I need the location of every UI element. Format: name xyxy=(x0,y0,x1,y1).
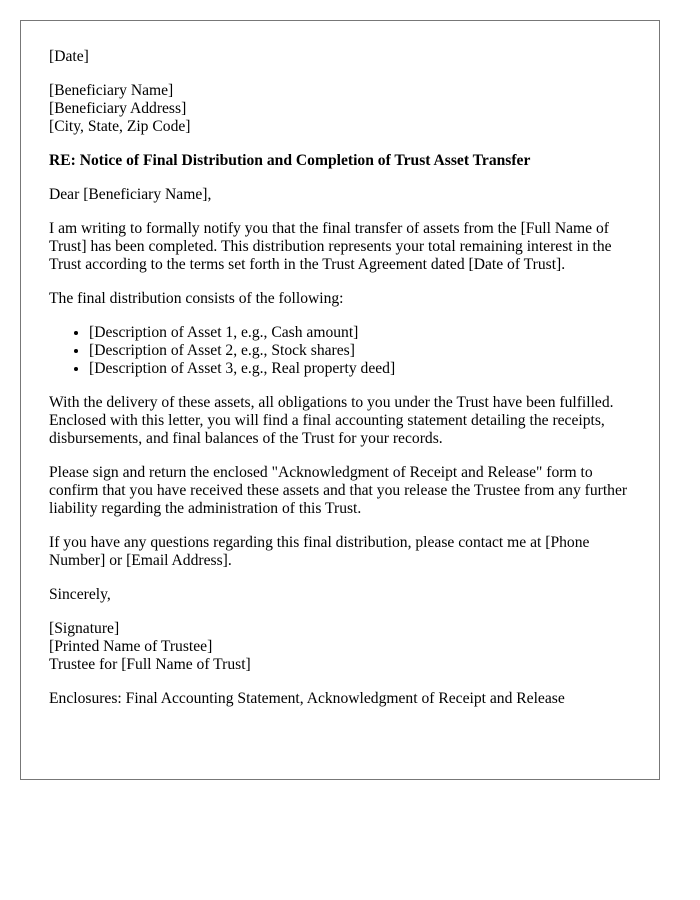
letter-date: [Date] xyxy=(49,48,89,65)
recipient-name: [Beneficiary Name] xyxy=(49,82,174,99)
paragraph-distribution-intro: The final distribution consists of the following: xyxy=(49,290,344,307)
subject-line: RE: Notice of Final Distribution and Completion of Trust Asset Transfer xyxy=(49,152,531,169)
trustee-printed-name: [Printed Name of Trustee] xyxy=(49,638,213,655)
asset-list-item: • [Description of Asset 1, e.g., Cash amount] xyxy=(89,324,631,342)
paragraph-contact: If you have any questions regarding this final distribution, please contact me at [Phone Number] or [Email Address]. xyxy=(49,534,590,569)
salutation: Dear [Beneficiary Name], xyxy=(49,186,212,203)
closing: Sincerely, xyxy=(49,586,111,603)
recipient-block xyxy=(49,82,631,136)
signature-block xyxy=(49,620,631,674)
asset-list-item: • [Description of Asset 2, e.g., Stock shares] xyxy=(89,342,631,360)
paragraph-notification: I am writing to formally notify you that the final transfer of assets from the [Full Name of Trust] has been completed. This distribution represents your total remaining interest in the Trust according to the terms set forth in the Trust Agreement dated [Date of Trust]. xyxy=(49,220,612,273)
recipient-city-state-zip: [City, State, Zip Code] xyxy=(49,118,191,135)
paragraph-obligations: With the delivery of these assets, all obligations to you under the Trust have been fulfilled. Enclosed with this letter, you will find a final accounting statement detailing the receipts, disbursements, and final balances of the Trust for your records. xyxy=(49,394,614,447)
letter-page xyxy=(20,20,660,780)
paragraph-acknowledgment: Please sign and return the enclosed "Acknowledgment of Receipt and Release" form to confirm that you have received these assets and that you release the Trustee from any further liability regarding the administration of this Trust. xyxy=(49,464,628,517)
trustee-title: Trustee for [Full Name of Trust] xyxy=(49,656,251,673)
enclosures-line: Enclosures: Final Accounting Statement, Acknowledgment of Receipt and Release xyxy=(49,690,565,707)
signature-placeholder: [Signature] xyxy=(49,620,120,637)
recipient-address: [Beneficiary Address] xyxy=(49,100,187,117)
asset-list xyxy=(49,324,631,378)
asset-list-item: • [Description of Asset 3, e.g., Real property deed] xyxy=(89,360,631,378)
